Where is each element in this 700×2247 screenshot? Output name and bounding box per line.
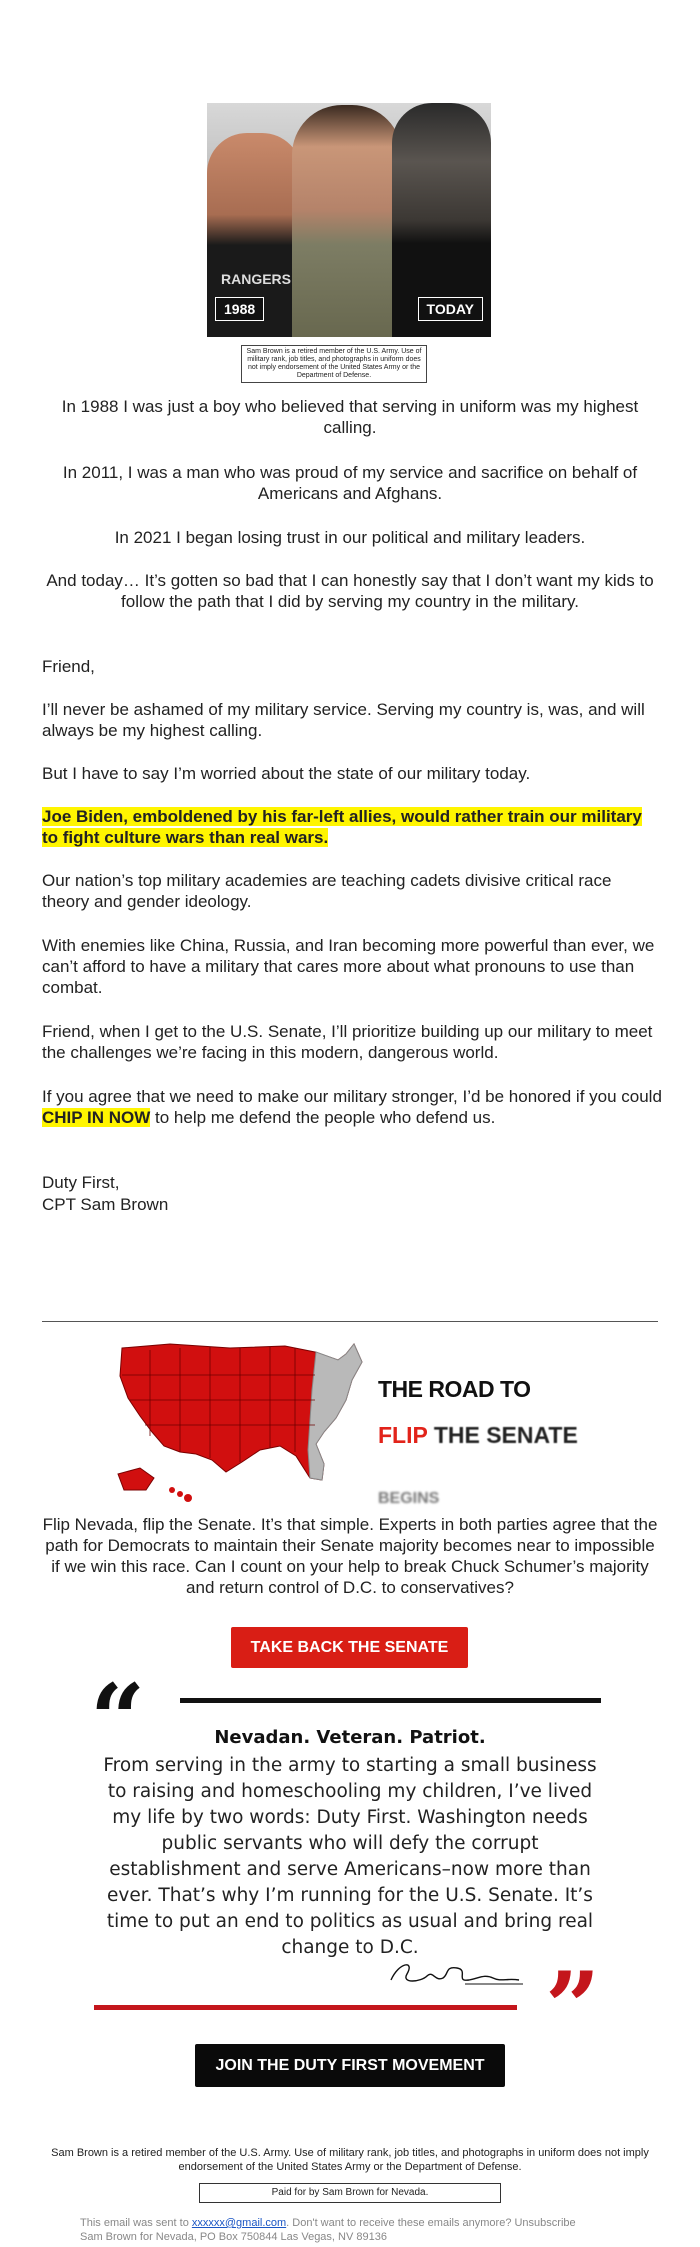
intro-paragraph-today: And today… It’s gotten so bad that I can honestly say that I don’t want my kids to follow the path that I did by serving my country in the military. [46, 571, 654, 611]
chip-in-link[interactable]: CHIP IN NOW [42, 1108, 151, 1127]
footer-disclaimer: Sam Brown is a retired member of the U.S. Army. Use of military rank, job titles, and photographs in uniform does not imply endorsement of the United States Army or the Department of Defense. [51, 2147, 649, 2173]
join-movement-button[interactable]: JOIN THE DUTY FIRST MOVEMENT [195, 2044, 505, 2087]
paid-for-box: Paid for by Sam Brown for Nevada. [199, 2183, 501, 2203]
chip-in-text-before: If you agree that we need to make our military stronger, I’d be honored if you could [42, 1087, 662, 1106]
footer-email-info [80, 2216, 640, 2244]
unsubscribe-text[interactable]: . Don't want to receive these emails anymore? Unsubscribe [286, 2217, 576, 2229]
letter-paragraph: But I have to say I’m worried about the state of our military today. [42, 764, 531, 783]
banner-senate: SENATE [486, 1422, 578, 1448]
banner-flip-line [378, 1422, 578, 1449]
label-1988: 1988 [215, 297, 264, 321]
signoff: Duty First, [42, 1173, 120, 1192]
label-today: TODAY [418, 297, 483, 321]
open-quote-icon: “ [90, 1663, 146, 1776]
banner-flip: FLIP [378, 1422, 428, 1448]
email-link[interactable]: xxxxxx@gmail.com [191, 2217, 287, 2229]
letter-paragraph: Our nation’s top military academies are teaching cadets divisive critical race theory and gender ideology. [42, 871, 612, 911]
flip-nevada-paragraph: Flip Nevada, flip the Senate. It’s that simple. Experts in both parties agree that the path for Democrats to maintain their Senate majority becomes near to impossible if we win this race. Can I count on your help to break Chuck Schumer’s majority and return control of D.C. to conservatives? [42, 1515, 658, 1597]
highlighted-paragraph [42, 806, 662, 848]
close-quote-icon: ” [545, 1951, 601, 2064]
soldier-figure [292, 105, 402, 337]
greeting: Friend, [42, 657, 95, 676]
intro-paragraph-2011: In 2011, I was a man who was proud of my service and sacrifice on behalf of Americans and Afghans. [62, 463, 638, 503]
banner-headline: THE ROAD TO [378, 1376, 531, 1402]
take-back-senate-button[interactable]: TAKE BACK THE SENATE [231, 1627, 468, 1668]
intro-paragraph-1988: In 1988 I was just a boy who believed that serving in uniform was my highest calling. [61, 397, 639, 437]
chip-in-text-after: to help me defend the people who defend us. [150, 1108, 496, 1127]
intro-paragraph-2021: In 2021 I began losing trust in our political and military leaders. [114, 528, 586, 547]
senate-banner[interactable] [110, 1340, 604, 1508]
highlight-text: Joe Biden, emboldened by his far-left allies, would rather train our military to fight culture wars than real wars. [42, 807, 642, 847]
quote-bottom-bar [94, 2005, 517, 2010]
chip-in-paragraph [42, 1086, 662, 1128]
banner-begins: BEGINS [378, 1490, 440, 1507]
divider [42, 1321, 658, 1322]
banner-the: THE [433, 1422, 480, 1448]
quote-title: Nevadan. Veteran. Patriot. [214, 1727, 486, 1748]
signature-icon [385, 1952, 525, 1992]
signature-name: CPT Sam Brown [42, 1195, 169, 1214]
letter-paragraph: Friend, when I get to the U.S. Senate, I’ll prioritize building up our military to meet the challenges we’re facing in this modern, dangerous world. [42, 1022, 653, 1062]
sent-to-prefix: This email was sent to [80, 2217, 192, 2229]
us-map-icon [110, 1340, 370, 1508]
hero-caption: Sam Brown is a retired member of the U.S. Army. Use of military rank, job titles, and photographs in uniform does not imply endorsement of the United States Army or the Department of Defense. [241, 345, 427, 383]
mailing-address: Sam Brown for Nevada, PO Box 750844 Las Vegas, NV 89136 [80, 2231, 387, 2243]
letter-paragraph: I’ll never be ashamed of my military service. Serving my country is, was, and will always be my highest calling. [42, 700, 645, 740]
letter-paragraph: With enemies like China, Russia, and Iran becoming more powerful than ever, we can’t afford to have a military that cares more about what pronouns to use than combat. [42, 936, 655, 997]
quote-body: From serving in the army to starting a small business to raising and homeschooling my children, I’ve lived my life by two words: Duty First. Washington needs public servants who will defy the corrupt establishment and serve Americans–now more than ever. That’s why I’m running for the U.S. Senate. It’s time to put an end to politics as usual and bring real change to D.C. [103, 1755, 597, 1958]
quote-top-bar [180, 1698, 601, 1703]
shirt-text: RANGERS [221, 271, 292, 287]
hero-image [207, 103, 491, 337]
